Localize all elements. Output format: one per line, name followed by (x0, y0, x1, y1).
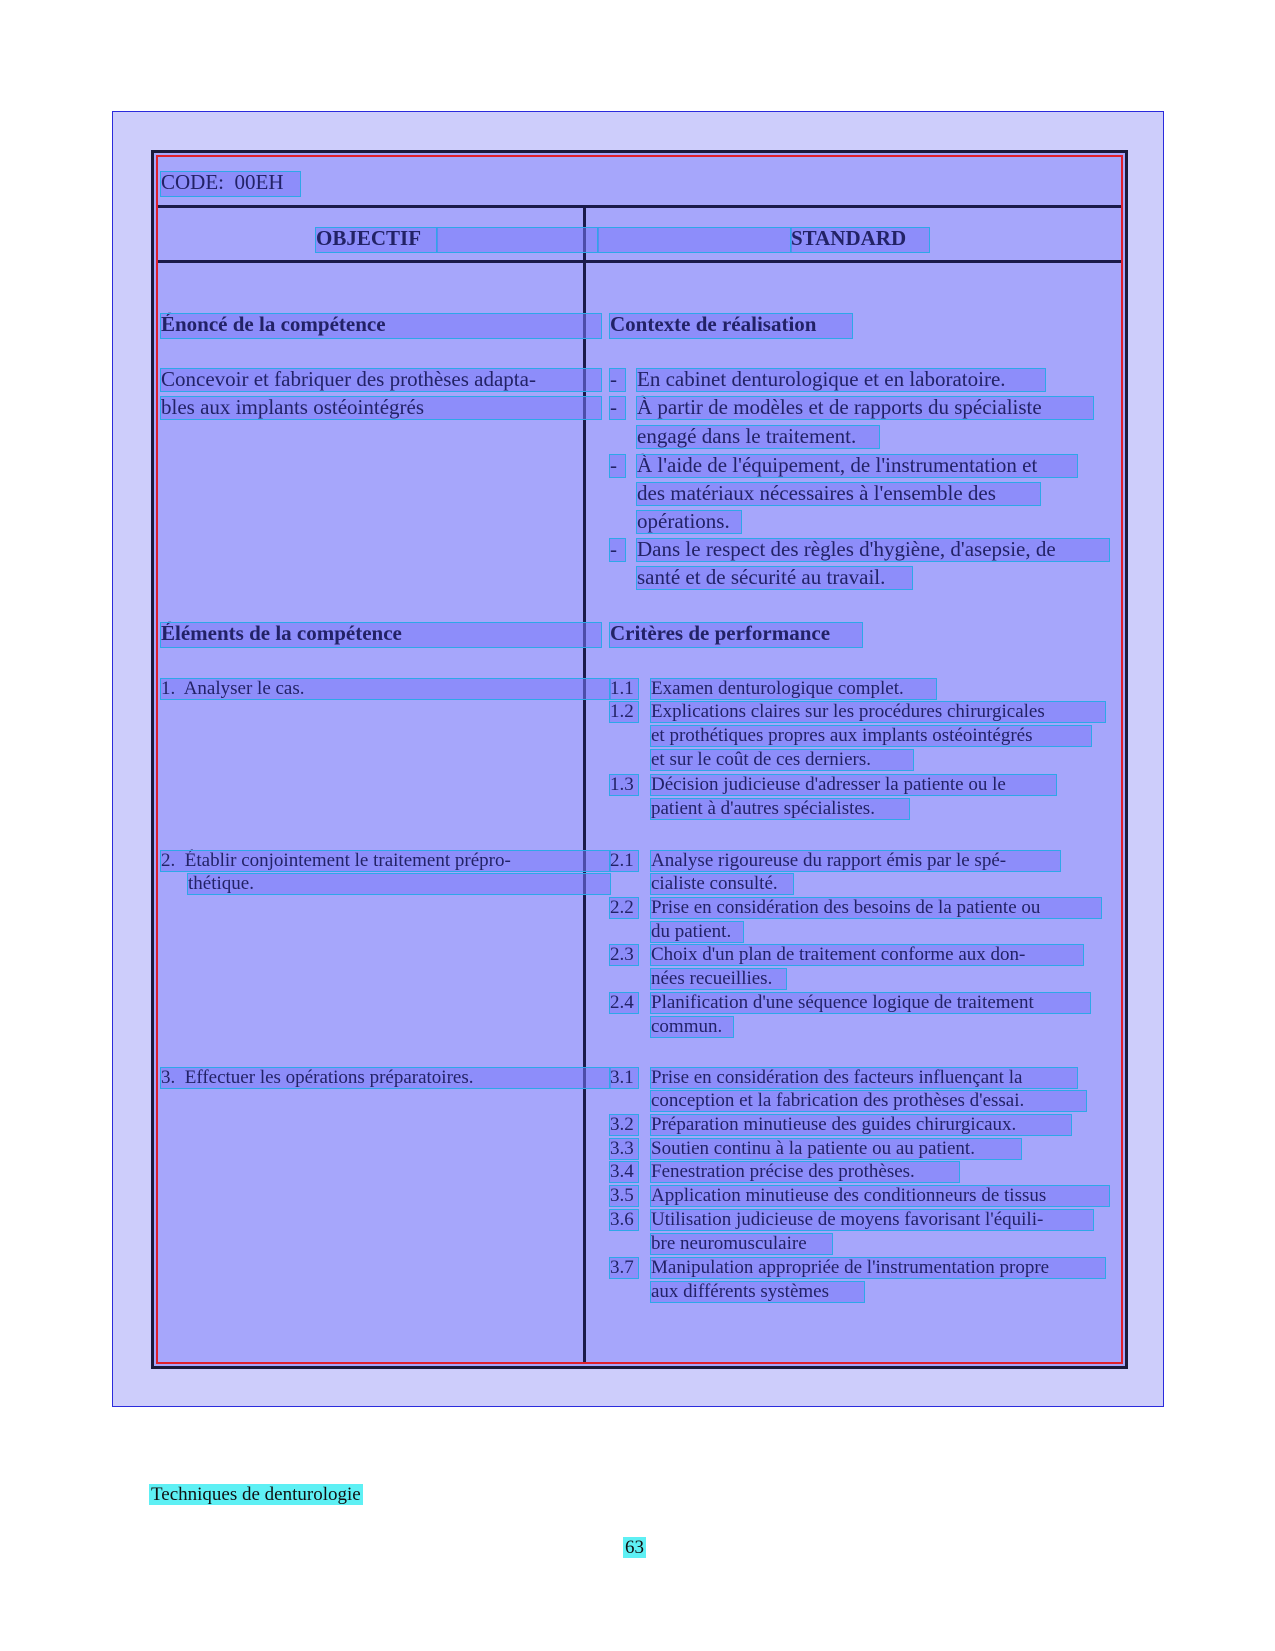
critere-line: Planification d'une séquence logique de traitement (651, 993, 1090, 1013)
critere-line: Préparation minutieuse des guides chirurgicaux. (651, 1115, 1071, 1135)
critere-number: 2.2 (610, 898, 638, 918)
element-item (161, 1068, 610, 1088)
critere-line: commun. (651, 1017, 733, 1037)
contexte-line: À l'aide de l'équipement, de l'instrumentation et (637, 455, 1077, 477)
critere-number: 3.2 (610, 1115, 638, 1135)
contexte-line: En cabinet denturologique et en laboratoire. (637, 369, 1045, 391)
critere-number: 3.4 (610, 1162, 638, 1182)
code-row (161, 172, 300, 196)
bullet-dash: - (610, 369, 625, 391)
critere-number: 3.3 (610, 1139, 638, 1159)
critere-line: Choix d'un plan de traitement conforme aux don- (651, 945, 1083, 965)
criteres-title: Critères de performance (610, 623, 862, 647)
code-label: CODE: (161, 170, 224, 194)
critere-number: 2.4 (610, 993, 638, 1013)
contexte-line: des matériaux nécessaires à l'ensemble des (637, 483, 1040, 505)
element-text: thétique. (188, 874, 610, 894)
critere-number: 3.6 (610, 1210, 638, 1230)
rule-below-code (158, 205, 1121, 208)
element-text: Effectuer les opérations préparatoires. (184, 1067, 474, 1088)
bullet-dash: - (610, 539, 625, 561)
element-number: 3. (161, 1067, 176, 1088)
critere-line: aux différents systèmes (651, 1282, 864, 1302)
elements-title: Éléments de la compétence (161, 623, 601, 647)
enonce-line: bles aux implants ostéointégrés (161, 397, 601, 419)
contexte-line: À partir de modèles et de rapports du spécialiste (637, 397, 1093, 419)
critere-line: et prothétiques propres aux implants ostéointégrés (651, 726, 1091, 746)
critere-line: nées recueillies. (651, 969, 786, 989)
critere-number: 1.2 (610, 702, 638, 722)
critere-line: Analyse rigoureuse du rapport émis par le spé- (651, 851, 1060, 871)
contexte-line: engagé dans le traitement. (637, 426, 879, 448)
critere-number: 3.5 (610, 1186, 638, 1206)
enonce-line: Concevoir et fabriquer des prothèses adapta- (161, 369, 601, 391)
contexte-line: Dans le respect des règles d'hygiène, d'asepsie, de (637, 539, 1109, 561)
critere-line: Prise en considération des besoins de la patiente ou (651, 898, 1101, 918)
contexte-line: santé et de sécurité au travail. (637, 567, 912, 589)
header-objectif: OBJECTIF (316, 228, 437, 252)
critere-line: bre neuromusculaire (651, 1234, 832, 1254)
element-item (161, 851, 610, 871)
critere-line: Prise en considération des facteurs influençant la (651, 1068, 1077, 1088)
header-standard: STANDARD (791, 228, 929, 252)
header-connector-right (598, 228, 791, 252)
critere-line: Utilisation judicieuse de moyens favorisant l'équili- (651, 1210, 1093, 1230)
critere-line: Manipulation appropriée de l'instrumentation propre (651, 1258, 1105, 1278)
critere-line: Soutien continu à la patiente ou au patient. (651, 1139, 1021, 1159)
critere-line: Examen denturologique complet. (651, 679, 936, 699)
footer-program: Techniques de denturologie (151, 1484, 361, 1505)
critere-number: 3.1 (610, 1068, 638, 1088)
critere-line: patient à d'autres spécialistes. (651, 799, 909, 819)
critere-line: Application minutieuse des conditionneurs de tissus (651, 1186, 1109, 1206)
page-number: 63 (625, 1537, 644, 1558)
critere-number: 2.3 (610, 945, 638, 965)
critere-number: 1.3 (610, 775, 638, 795)
contexte-title: Contexte de réalisation (610, 314, 852, 338)
critere-line: Explications claires sur les procédures chirurgicales (651, 702, 1105, 722)
critere-number: 2.1 (610, 851, 638, 871)
critere-line: conception et la fabrication des prothèses d'essai. (651, 1091, 1086, 1111)
bullet-dash: - (610, 455, 625, 477)
critere-line: Fenestration précise des prothèses. (651, 1162, 959, 1182)
enonce-title: Énoncé de la compétence (161, 314, 601, 338)
critere-line: du patient. (651, 922, 743, 942)
element-number: 2. (161, 850, 176, 871)
element-text: Analyser le cas. (183, 678, 305, 699)
critere-number: 3.7 (610, 1258, 638, 1278)
element-text: Établir conjointement le traitement prépro- (184, 850, 511, 871)
element-number: 1. (161, 678, 176, 699)
element-item (161, 679, 610, 699)
header-connector (437, 228, 598, 252)
critere-number: 1.1 (610, 679, 638, 699)
critere-line: et sur le coût de ces derniers. (651, 750, 913, 770)
rule-below-headers (158, 260, 1121, 263)
contexte-line: opérations. (637, 511, 741, 533)
code-value: 00EH (234, 170, 284, 194)
critere-line: cialiste consulté. (651, 874, 793, 894)
critere-line: Décision judicieuse d'adresser la patiente ou le (651, 775, 1056, 795)
bullet-dash: - (610, 397, 625, 419)
